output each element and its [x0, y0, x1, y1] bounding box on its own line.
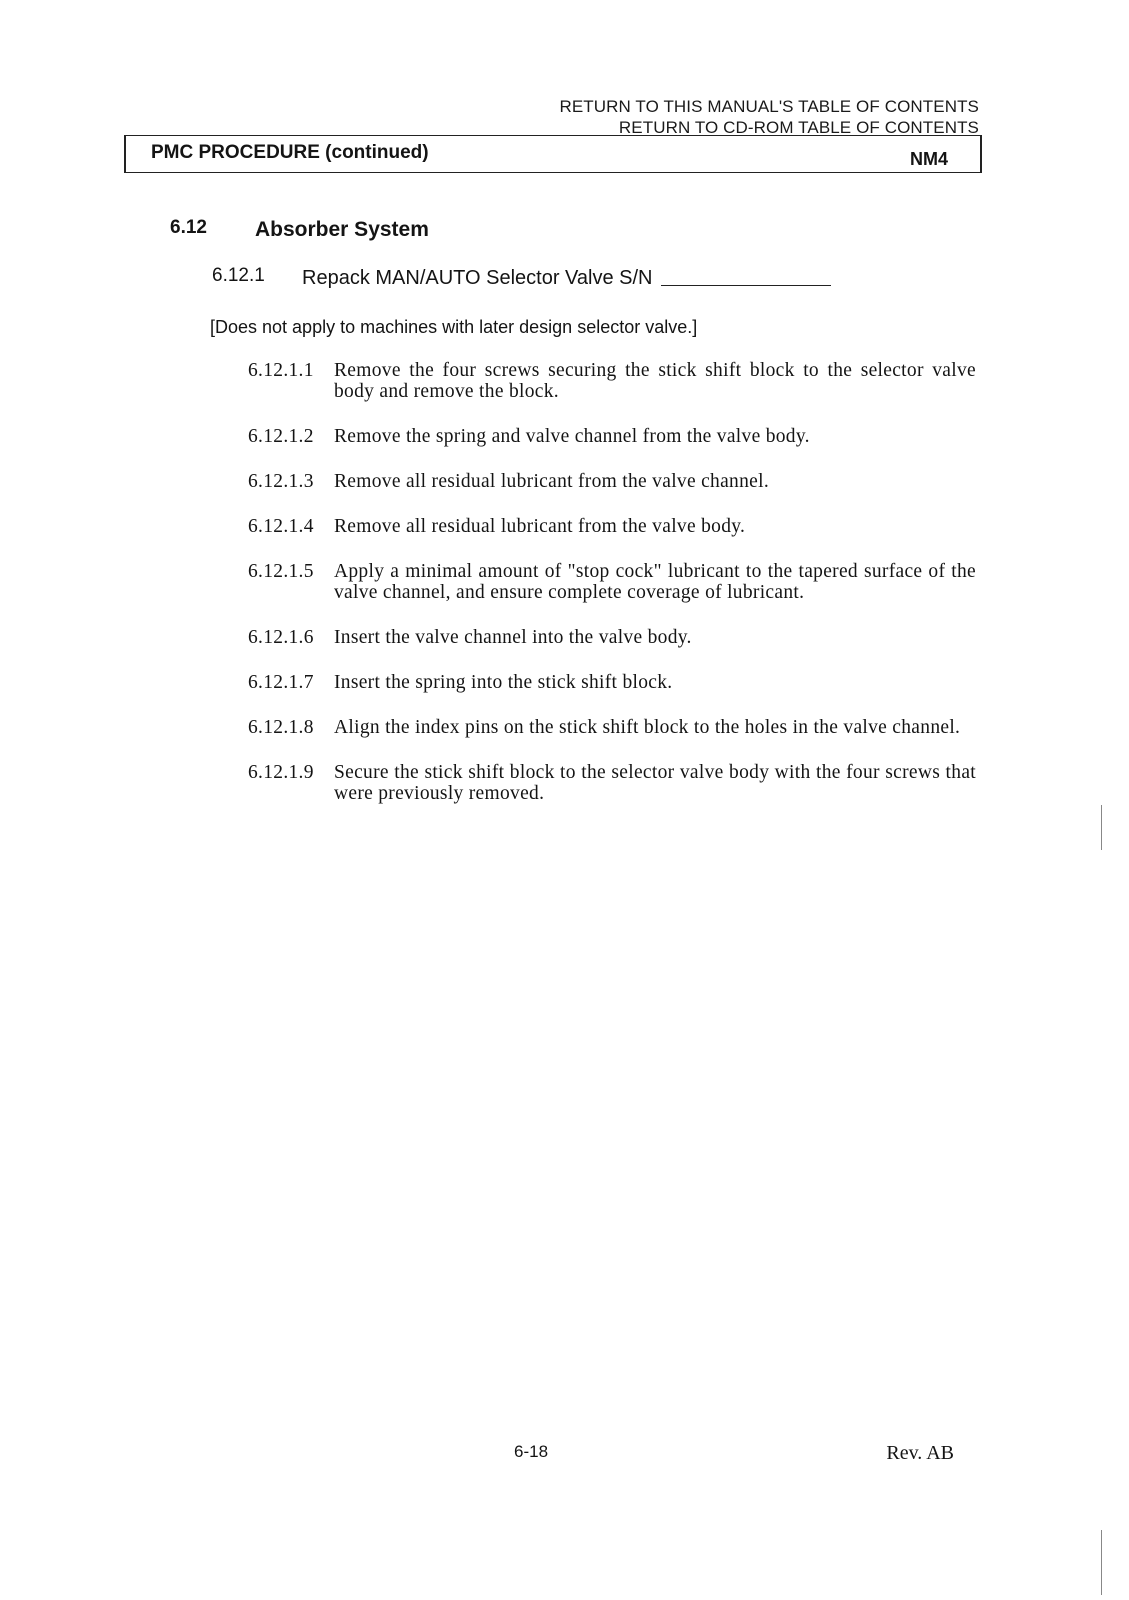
cdrom-toc-link[interactable]: RETURN TO CD-ROM TABLE OF CONTENTS [618, 118, 979, 137]
step-text: Remove the four screws securing the stick shift block to the selector valve body and remove the block. [334, 360, 976, 402]
step-number: 6.12.1.5 [248, 561, 314, 582]
step-text: Remove all residual lubricant from the valve body. [334, 516, 746, 537]
procedure-step [248, 717, 976, 738]
step-text: Remove the spring and valve channel from the valve body. [334, 426, 810, 447]
revision-label: Rev. AB [886, 1442, 954, 1464]
procedure-step [248, 627, 976, 648]
procedure-header [124, 135, 982, 173]
procedure-step [248, 672, 976, 693]
step-text: Remove all residual lubricant from the valve channel. [334, 471, 769, 492]
step-number: 6.12.1.7 [248, 672, 314, 693]
page-number: 6-18 [514, 1442, 549, 1461]
procedure-step [248, 471, 976, 492]
procedure-step [248, 360, 976, 402]
scan-artifact [1101, 1530, 1102, 1595]
procedure-step [248, 426, 976, 447]
step-number: 6.12.1.6 [248, 627, 314, 648]
procedure-step [248, 561, 976, 603]
applicability-note: [Does not apply to machines with later design selector valve.] [210, 317, 698, 337]
procedure-step [248, 762, 976, 804]
step-number: 6.12.1.1 [248, 360, 314, 381]
step-number: 6.12.1.9 [248, 762, 314, 783]
header-title: PMC PROCEDURE (continued) [151, 142, 429, 163]
procedure-step [248, 516, 976, 537]
step-text: Apply a minimal amount of "stop cock" lubricant to the tapered surface of the valve channel, and ensure complete coverage of lubricant. [334, 561, 976, 603]
section-title: Absorber System [255, 218, 429, 241]
manual-toc-link[interactable]: RETURN TO THIS MANUAL'S TABLE OF CONTENTS [559, 97, 979, 116]
step-number: 6.12.1.3 [248, 471, 314, 492]
serial-number-blank [661, 271, 831, 286]
step-text: Insert the spring into the stick shift block. [334, 672, 673, 693]
subsection-number: 6.12.1 [212, 265, 265, 286]
step-text: Secure the stick shift block to the selector valve body with the four screws that were previously removed. [334, 762, 976, 804]
step-number: 6.12.1.2 [248, 426, 314, 447]
subsection-title [302, 267, 831, 290]
procedure-steps [248, 360, 976, 828]
step-number: 6.12.1.8 [248, 717, 314, 738]
document-code: NM4 [909, 149, 948, 169]
step-text: Insert the valve channel into the valve body. [334, 627, 692, 648]
step-text: Align the index pins on the stick shift block to the holes in the valve channel. [334, 717, 961, 738]
scan-artifact [1101, 805, 1102, 850]
section-number: 6.12 [170, 217, 207, 238]
step-number: 6.12.1.4 [248, 516, 314, 537]
subsection-title-text: Repack MAN/AUTO Selector Valve S/N [302, 267, 653, 289]
